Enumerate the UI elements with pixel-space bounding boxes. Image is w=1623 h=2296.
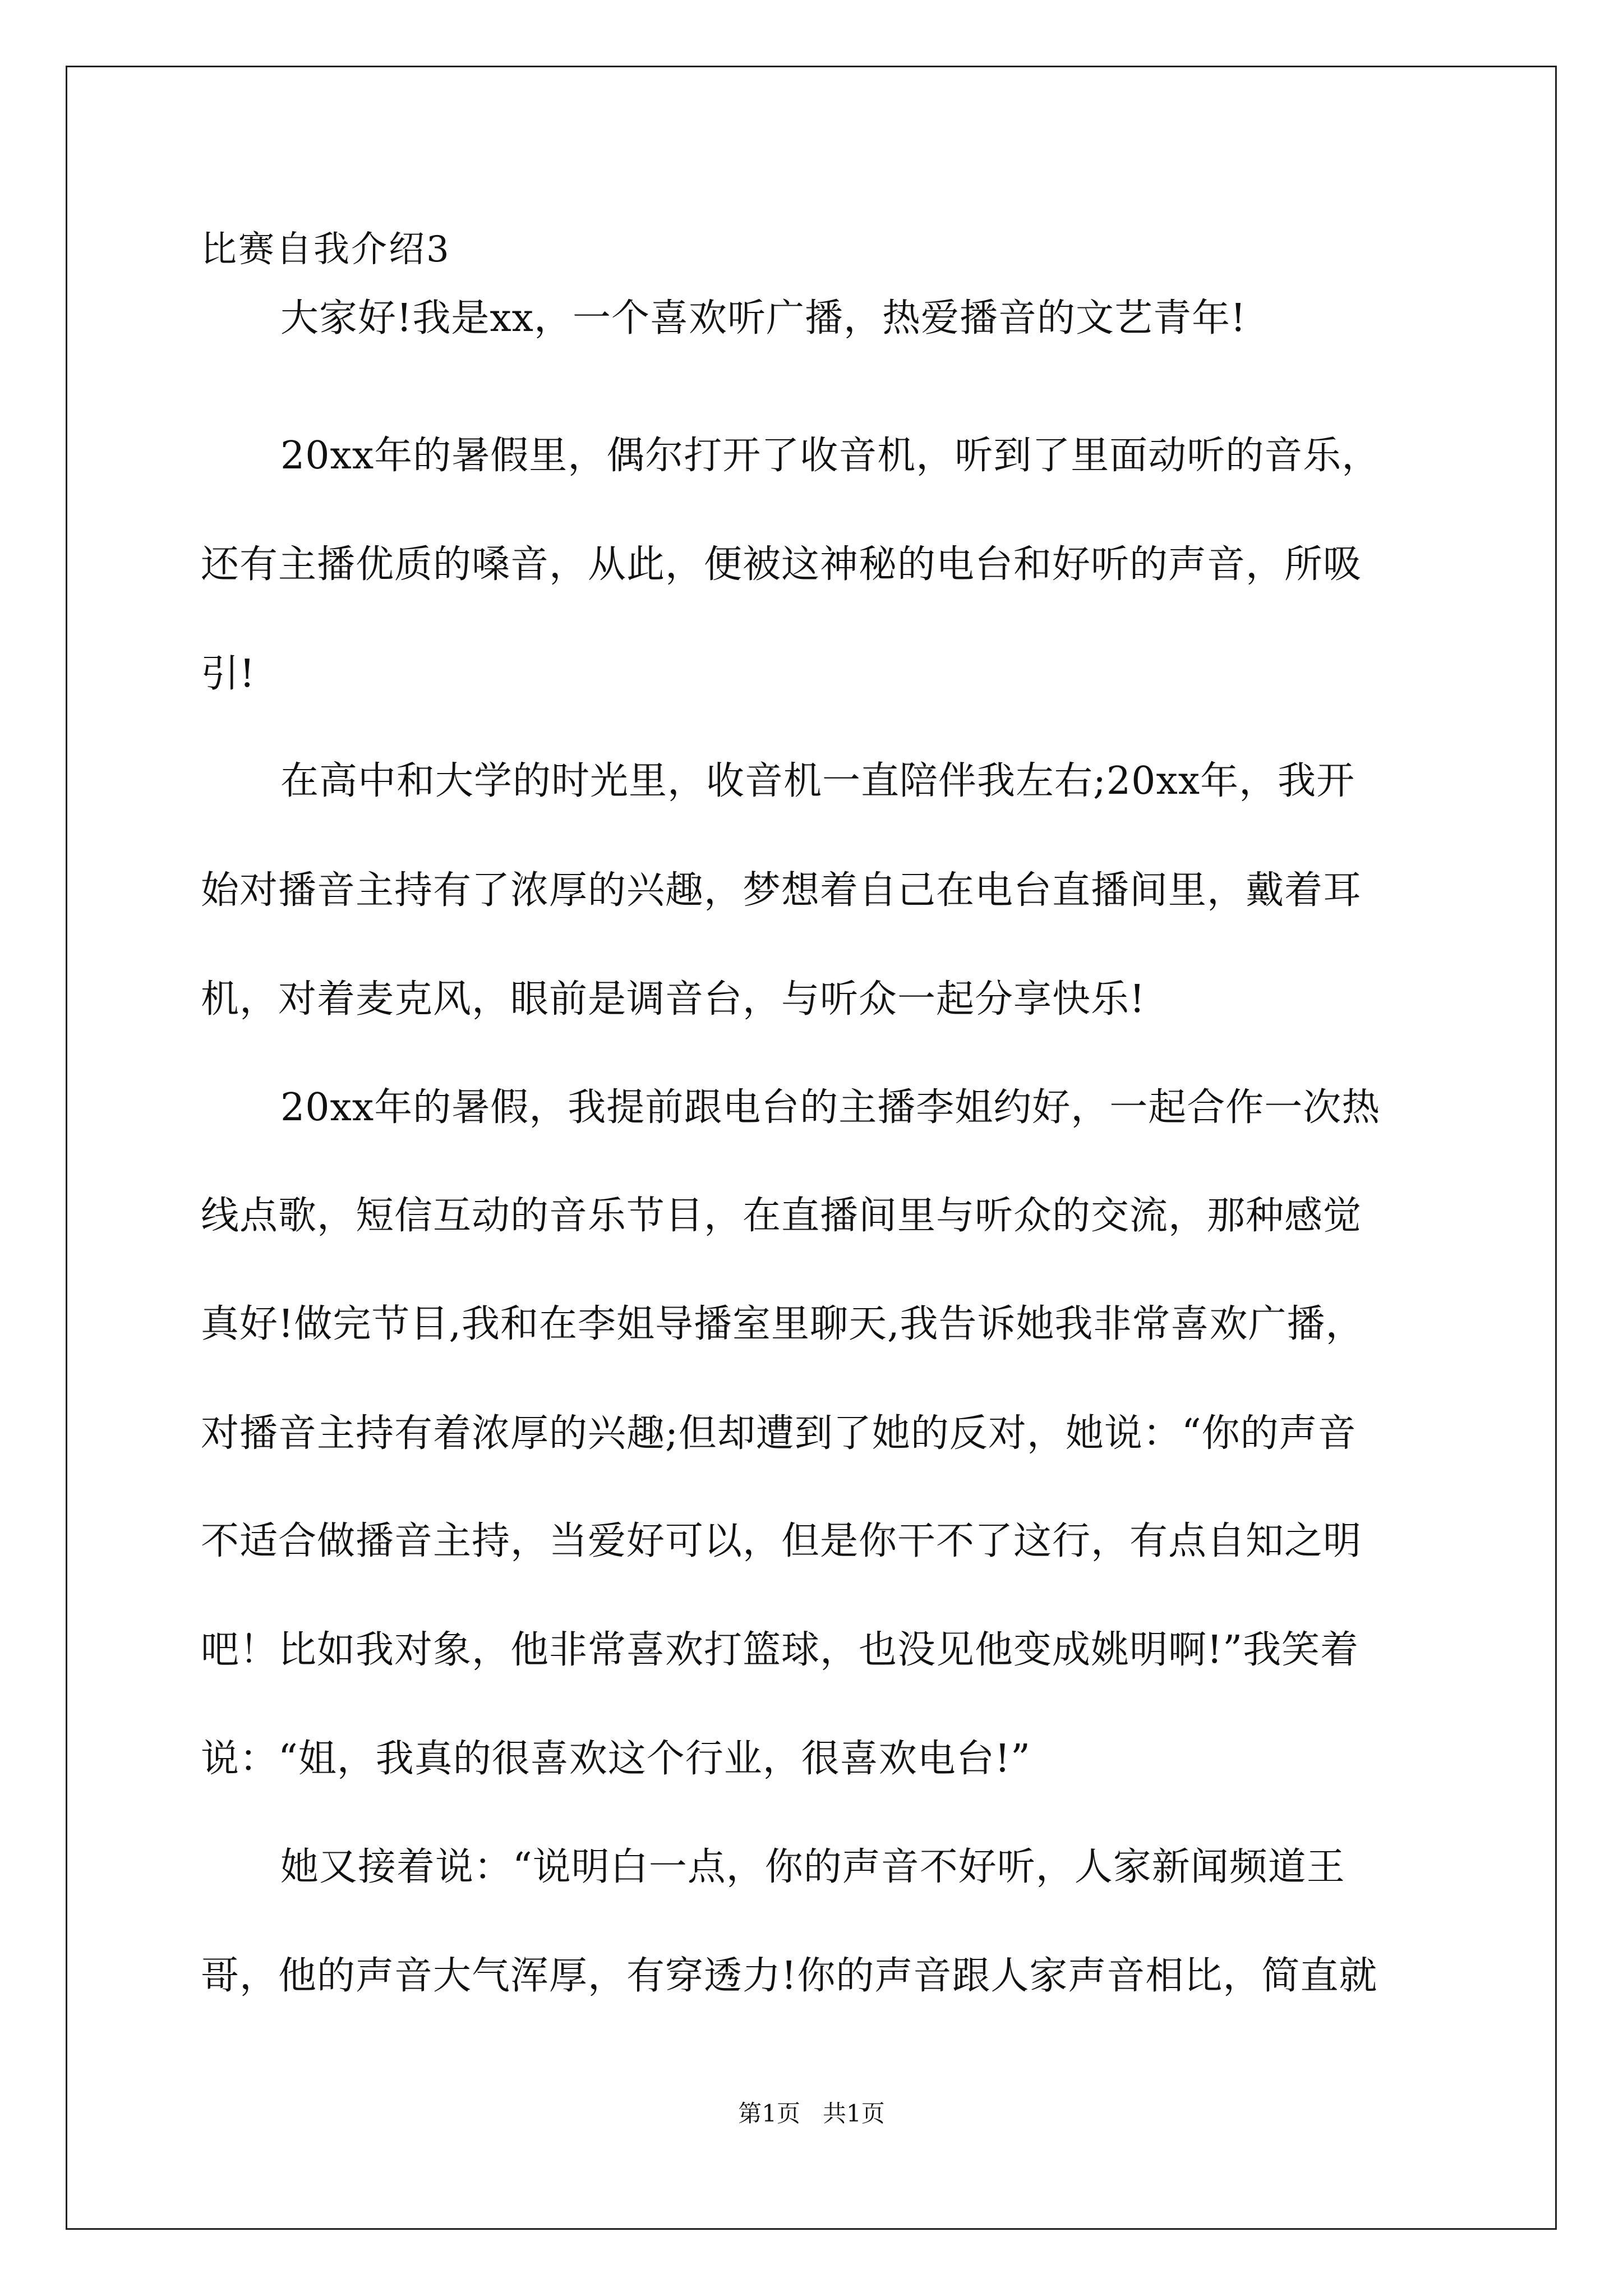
paragraph-line: 吧！比如我对象，他非常喜欢打篮球，也没见他变成姚明啊!”我笑着 — [201, 1628, 1359, 1672]
paragraph-line: 20xx年的暑假，我提前跟电台的主播李姐约好，一起合作一次热 — [280, 1085, 1381, 1130]
document-title: 比赛自我介绍3 — [201, 229, 451, 270]
paragraph-line: 大家好!我是xx，一个喜欢听广播，热爱播音的文艺青年! — [280, 296, 1247, 341]
paragraph-line: 真好!做完节目,我和在李姐导播室里聊天,我告诉她我非常喜欢广播， — [201, 1302, 1364, 1346]
paragraph-line: 线点歌，短信互动的音乐节目，在直播间里与听众的交流，那种感觉 — [201, 1194, 1362, 1238]
paragraph-line: 引! — [201, 652, 256, 696]
paragraph-line: 不适合做播音主持，当爱好可以，但是你干不了这行，有点自知之明 — [201, 1519, 1362, 1563]
paragraph-line: 哥，他的声音大气浑厚，有穿透力!你的声音跟人家声音相比，简直就 — [201, 1954, 1378, 1998]
page-number-footer: 第1页 共1页 — [738, 2100, 885, 2127]
paragraph-line: 说：“姐，我真的很喜欢这个行业，很喜欢电台!” — [201, 1737, 1031, 1781]
paragraph-line: 在高中和大学的时光里，收音机一直陪伴我左右;20xx年，我开 — [280, 759, 1355, 803]
paragraph-line: 始对播音主持有了浓厚的兴趣，梦想着自己在电台直播间里，戴着耳 — [201, 868, 1362, 913]
paragraph-line: 20xx年的暑假里，偶尔打开了收音机，听到了里面动听的音乐， — [280, 434, 1381, 478]
page-border — [66, 66, 1557, 2230]
paragraph-line: 她又接着说：“说明白一点，你的声音不好听，人家新闻频道王 — [280, 1845, 1345, 1889]
paragraph-line: 还有主播优质的嗓音，从此，便被这神秘的电台和好听的声音，所吸 — [201, 542, 1362, 587]
paragraph-line: 机，对着麦克风，眼前是调音台，与听众一起分享快乐! — [201, 977, 1146, 1022]
paragraph-line: 对播音主持有着浓厚的兴趣;但却遭到了她的反对，她说：“你的声音 — [201, 1411, 1357, 1456]
